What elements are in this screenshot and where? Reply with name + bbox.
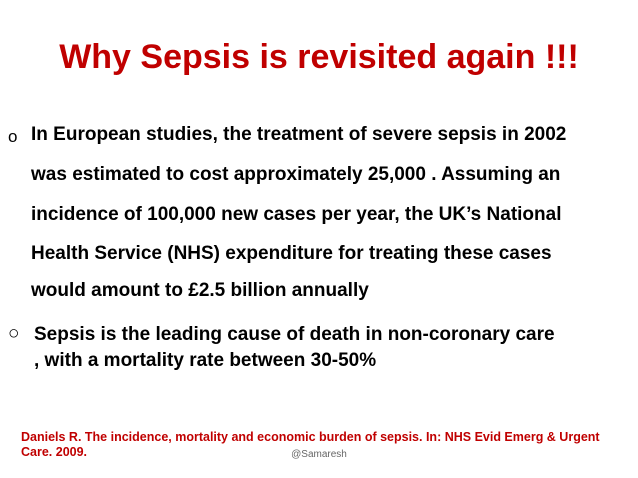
bullet-line: would amount to £2.5 billion annually <box>31 280 369 301</box>
citation: Daniels R. The incidence, mortality and economic burden of sepsis. In: NHS Evid Emerg & Urgent Care. 2009. <box>21 430 600 459</box>
bullet-line: Sepsis is the leading cause of death in non-coronary care <box>34 324 555 345</box>
bullet-line: In European studies, the treatment of severe sepsis in 2002 <box>31 124 567 145</box>
slide-title: Why Sepsis is revisited again !!! <box>59 38 579 76</box>
bullet-line: incidence of 100,000 new cases per year, the UK’s National <box>31 204 562 225</box>
bullet-line: , with a mortality rate between 30-50% <box>34 350 377 371</box>
bullet-line: Health Service (NHS) expenditure for treating these cases <box>31 243 552 264</box>
bullet-line: was estimated to cost approximately 25,000 . Assuming an <box>31 164 561 185</box>
bullet-marker: ○ <box>8 323 20 344</box>
bullet-marker: o <box>8 127 18 146</box>
watermark: @Samaresh <box>291 449 347 460</box>
